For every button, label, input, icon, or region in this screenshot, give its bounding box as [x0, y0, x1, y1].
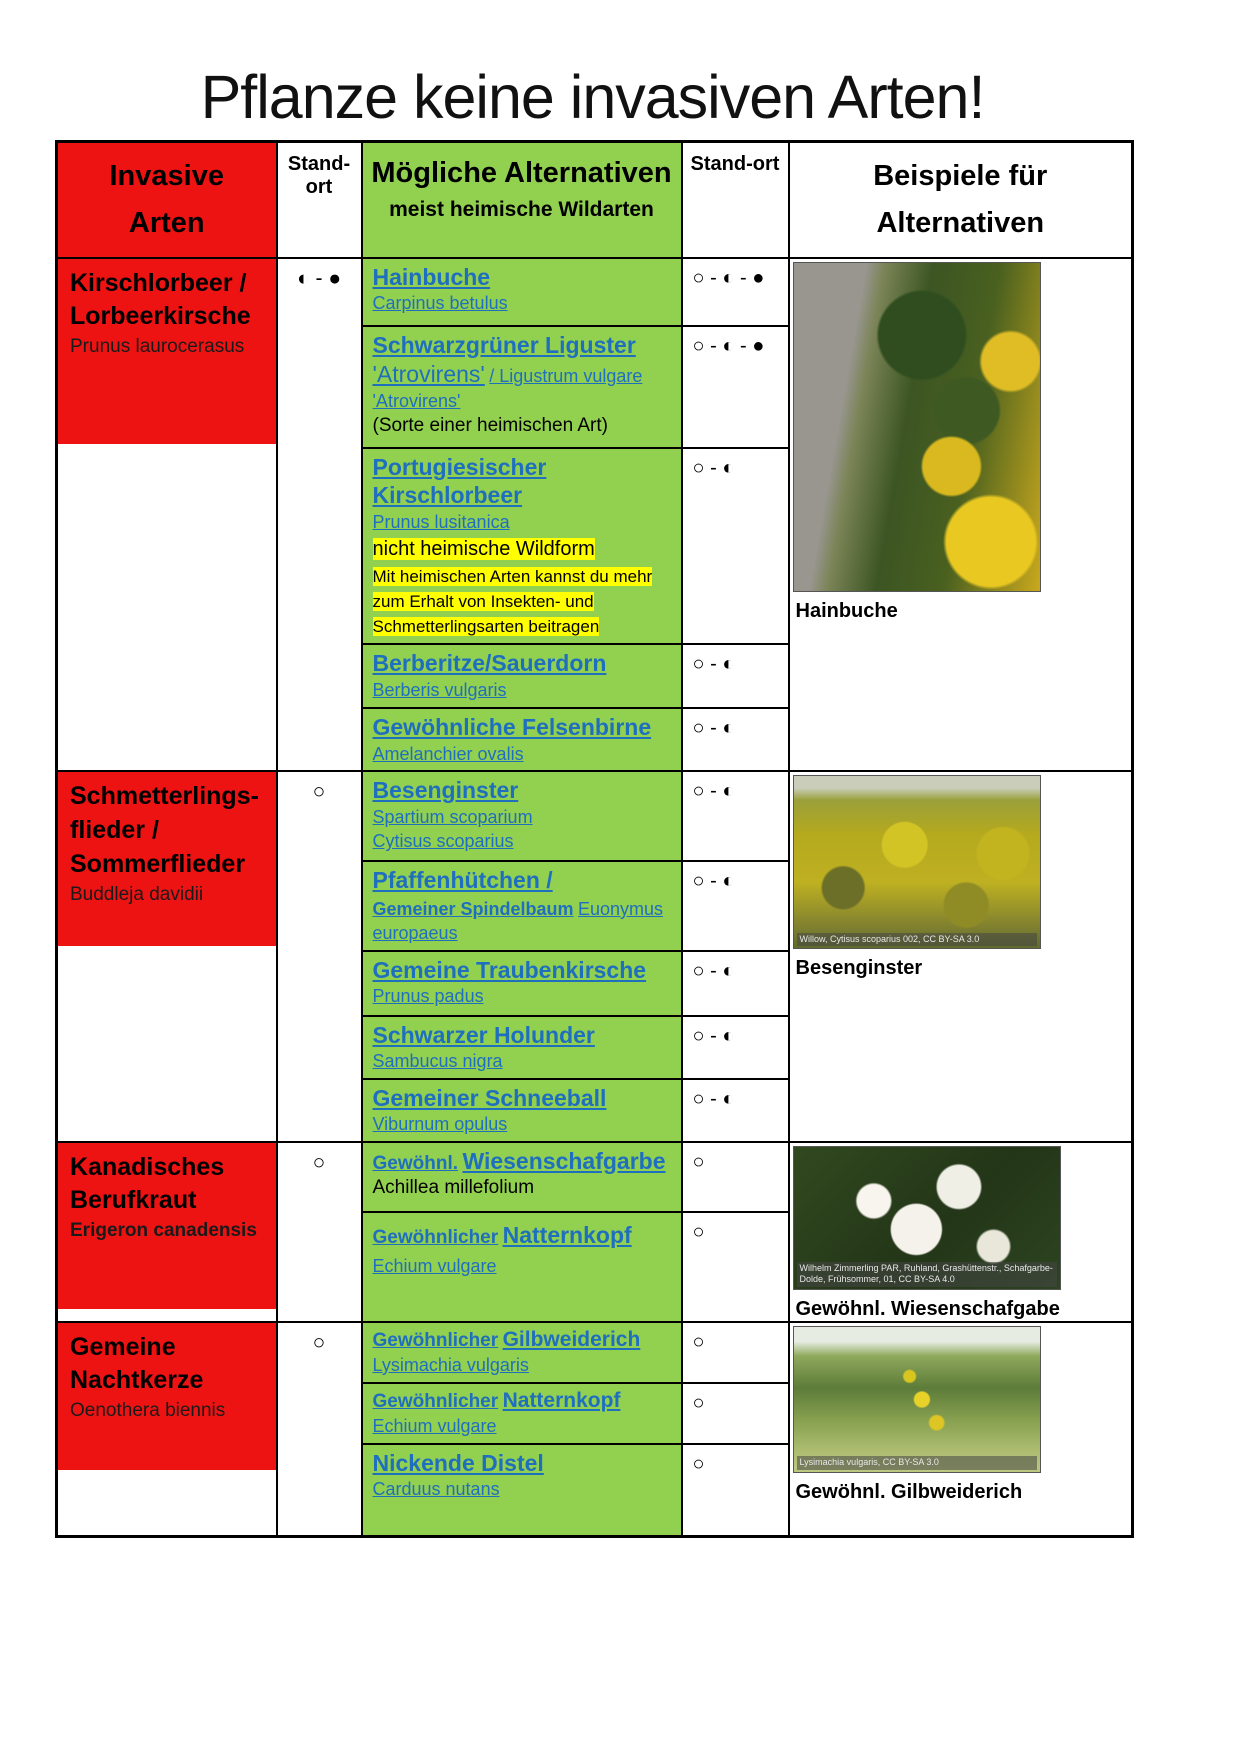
standort-symbols: ○	[692, 1330, 705, 1353]
invasive-latin: Prunus laurocerasus	[70, 336, 245, 357]
header-invasive-arten: Invasive Arten	[57, 142, 277, 258]
standort-cell-alternative	[682, 708, 789, 771]
invasive-name: Schmetterlings-flieder / Sommerflieder	[70, 782, 259, 878]
standort-symbols: ○ - ◐ - ●	[692, 266, 765, 289]
alternative-latin-link[interactable]: Cytisus scoparius	[372, 831, 514, 852]
alternative-cell-nickende-distel	[362, 1444, 682, 1537]
photo-cell-besenginster	[789, 771, 1133, 1141]
alternative-name-link[interactable]: Gewöhnliche Felsenbirne	[372, 714, 652, 741]
alternative-cultivar-link[interactable]: 'Atrovirens'	[372, 361, 485, 388]
photo-caption: Gewöhnl. Wiesenschafgabe	[795, 1297, 1060, 1320]
alternative-name-link[interactable]: Gilbweiderich	[502, 1327, 641, 1351]
standort-symbols: ○	[692, 1391, 705, 1414]
standort-cell-invasive	[277, 771, 362, 1141]
photo-credit: Lysimachia vulgaris, CC BY-SA 3.0	[797, 1456, 1037, 1469]
photo-caption: Besenginster	[795, 957, 923, 980]
alternative-cell-gilbweiderich	[362, 1322, 682, 1383]
alternative-name-link[interactable]: Besenginster	[372, 777, 519, 804]
alternative-cell-felsenbirne	[362, 708, 682, 771]
standort-cell-alternative	[682, 644, 789, 708]
besenginster-photo	[793, 775, 1041, 949]
alternative-name-link[interactable]: Pfaffenhütchen /	[372, 867, 553, 894]
photo-cell-hainbuche	[789, 258, 1133, 772]
alternative-latin-link[interactable]: Echium vulgare	[372, 1255, 497, 1276]
header-standort-left: Stand-ort	[277, 142, 362, 258]
standort-cell-alternative	[682, 326, 789, 448]
alternative-prefix-link[interactable]: Gewöhnlicher	[372, 1329, 499, 1351]
invasive-cell-berufkraut	[57, 1142, 277, 1322]
alternative-latin-link[interactable]: Berberis vulgaris	[372, 679, 507, 700]
header-beispiele: Beispiele für Alternativen	[789, 142, 1133, 258]
invasive-name: Gemeine Nachtkerze	[70, 1332, 204, 1395]
alternative-cell-berberitze	[362, 644, 682, 708]
standort-symbols: ○ - ◐	[692, 456, 735, 479]
alternative-cell-traubenkirsche	[362, 951, 682, 1016]
standort-cell-alternative	[682, 1383, 789, 1444]
hainbuche-photo	[793, 262, 1041, 592]
alternative-latin-link[interactable]: / Ligustrum vulgare 'Atrovirens'	[372, 366, 643, 411]
alternative-cell-holunder	[362, 1016, 682, 1079]
standort-symbols: ○	[312, 780, 326, 804]
alternative-cell-besenginster	[362, 771, 682, 861]
alternative-latin-text: Achillea millefolium	[372, 1177, 535, 1199]
invasive-latin: Erigeron canadensis	[70, 1220, 257, 1242]
standort-cell-invasive	[277, 1322, 362, 1537]
alternative-note: (Sorte einer heimischen Art)	[372, 414, 608, 436]
invasive-latin: Buddleja davidii	[70, 883, 204, 905]
alternative-latin-link[interactable]: Prunus padus	[372, 986, 484, 1007]
alternative-name-link[interactable]: Gemeine Traubenkirsche	[372, 956, 647, 983]
invasive-cell-kirschlorbeer	[57, 258, 277, 772]
alternative-cell-hainbuche	[362, 258, 682, 326]
alternative-latin-link[interactable]: Lysimachia vulgaris	[372, 1354, 529, 1375]
standort-cell-alternative	[682, 1212, 789, 1322]
alternative-cell-pfaffenhuetchen	[362, 861, 682, 950]
standort-symbols: ○ - ◐	[692, 959, 735, 982]
photo-cell-gilbweiderich	[789, 1322, 1133, 1537]
highlight-note: nicht heimische Wildform	[372, 538, 595, 561]
standort-cell-alternative	[682, 951, 789, 1016]
alternative-name-link[interactable]: Hainbuche	[372, 263, 491, 290]
alternative-prefix-link[interactable]: Gewöhnlicher	[372, 1390, 499, 1412]
invasive-cell-schmetterlingsflieder	[57, 771, 277, 1141]
photo-cell-wiesenschafgarbe	[789, 1142, 1133, 1322]
standort-symbols: ○ - ◐	[692, 717, 735, 740]
alternative-name-link[interactable]: Gemeiner Schneeball	[372, 1084, 607, 1111]
alternative-latin-link[interactable]: Amelanchier ovalis	[372, 743, 524, 764]
photo-credit: Willow, Cytisus scoparius 002, CC BY-SA 3.0	[797, 933, 1037, 946]
header-alternativen-subtitle: meist heimische Wildarten	[389, 197, 654, 221]
alternative-name-link[interactable]: Natternkopf	[502, 1388, 621, 1412]
standort-symbols: ○ - ◐	[692, 870, 735, 893]
gilbweiderich-photo	[793, 1326, 1041, 1473]
alternative-latin-link[interactable]: Sambucus nigra	[372, 1051, 503, 1072]
alternative-latin-link[interactable]: Carduus nutans	[372, 1479, 500, 1500]
standort-cell-alternative	[682, 1016, 789, 1079]
header-alternativen	[362, 142, 682, 258]
photo-credit: Wilhelm Zimmerling PAR, Ruhland, Grashüttenstr., Schafgarbe-Dolde, Frühsommer, 01, CC BY-SA 4.0	[797, 1262, 1057, 1287]
standort-symbols: ○ - ◐	[692, 1024, 735, 1047]
alternative-cell-natternkopf-2	[362, 1383, 682, 1444]
invasive-name: Kanadisches Berufkraut	[70, 1152, 225, 1215]
standort-cell-alternative	[682, 258, 789, 326]
alternative-latin-link[interactable]: Prunus lusitanica	[372, 512, 510, 532]
standort-symbols: ○	[692, 1452, 705, 1475]
header-alternativen-title: Mögliche Alternativen	[371, 157, 672, 189]
alternative-cell-natternkopf	[362, 1212, 682, 1322]
standort-symbols: ○	[692, 1220, 705, 1243]
wiesenschafgarbe-photo	[793, 1146, 1061, 1290]
alternative-latin-link[interactable]: Spartium scoparium	[372, 807, 533, 828]
standort-cell-alternative	[682, 1079, 789, 1142]
alternative-cell-schneeball	[362, 1079, 682, 1142]
standort-symbols: ○ - ◐	[692, 780, 735, 803]
standort-cell-alternative	[682, 771, 789, 861]
alternative-latin-link[interactable]: Echium vulgare	[372, 1415, 497, 1436]
alternative-latin-link[interactable]: Carpinus betulus	[372, 293, 508, 314]
highlight-note: Mit heimischen Arten kannst du mehr zum Erhalt von Insekten- und Schmetterlingsarten beitragen	[372, 567, 653, 636]
alternative-cell-liguster	[362, 326, 682, 448]
standort-cell-invasive	[277, 258, 362, 772]
standort-cell-alternative	[682, 1322, 789, 1383]
standort-symbols: ○	[312, 1150, 326, 1174]
standort-cell-invasive	[277, 1142, 362, 1322]
photo-caption: Gewöhnl. Gilbweiderich	[795, 1480, 1023, 1503]
alternative-cell-portugiesischer-kirschlorbeer	[362, 448, 682, 645]
standort-cell-alternative	[682, 861, 789, 950]
alternative-name-link[interactable]: Natternkopf	[502, 1221, 632, 1248]
alternative-name-link[interactable]: Schwarzer Holunder	[372, 1021, 595, 1048]
alternative-name-link[interactable]: Portugiesischer Kirschlorbeer	[372, 453, 547, 509]
alternatives-table	[55, 140, 1134, 1538]
alternative-cell-wiesenschafgarbe	[362, 1142, 682, 1212]
alternative-name-link[interactable]: Wiesenschafgarbe	[462, 1147, 666, 1174]
alternative-name-link[interactable]: Nickende Distel	[372, 1449, 544, 1476]
standort-cell-alternative	[682, 1142, 789, 1212]
standort-symbols: ○ - ◐	[692, 653, 735, 676]
header-standort-right: Stand-ort	[682, 142, 789, 258]
standort-symbols: ◐ - ●	[296, 266, 342, 290]
invasive-cell-nachtkerze	[57, 1322, 277, 1537]
page-title: Pflanze keine invasiven Arten!	[200, 63, 985, 131]
photo-caption: Hainbuche	[795, 599, 898, 622]
standort-cell-alternative	[682, 1444, 789, 1537]
alternative-prefix-link[interactable]: Gewöhnl.	[372, 1152, 458, 1174]
alternative-name-link[interactable]: Gemeiner Spindelbaum	[372, 899, 574, 920]
standort-symbols: ○	[692, 1150, 705, 1173]
standort-symbols: ○ - ◐ - ●	[692, 334, 765, 357]
alternative-latin-link[interactable]: Euonymus europaeus	[372, 899, 664, 944]
alternative-latin-link[interactable]: Viburnum opulus	[372, 1114, 508, 1135]
standort-cell-alternative	[682, 448, 789, 645]
invasive-name: Kirschlorbeer / Lorbeerkirsche	[70, 268, 251, 331]
standort-symbols: ○	[312, 1330, 326, 1354]
alternative-name-link[interactable]: Schwarzgrüner Liguster	[372, 331, 636, 358]
standort-symbols: ○ - ◐	[692, 1087, 735, 1110]
alternative-name-link[interactable]: Berberitze/Sauerdorn	[372, 650, 607, 677]
alternative-prefix-link[interactable]: Gewöhnlicher	[372, 1226, 499, 1248]
invasive-latin: Oenothera biennis	[70, 1400, 226, 1422]
